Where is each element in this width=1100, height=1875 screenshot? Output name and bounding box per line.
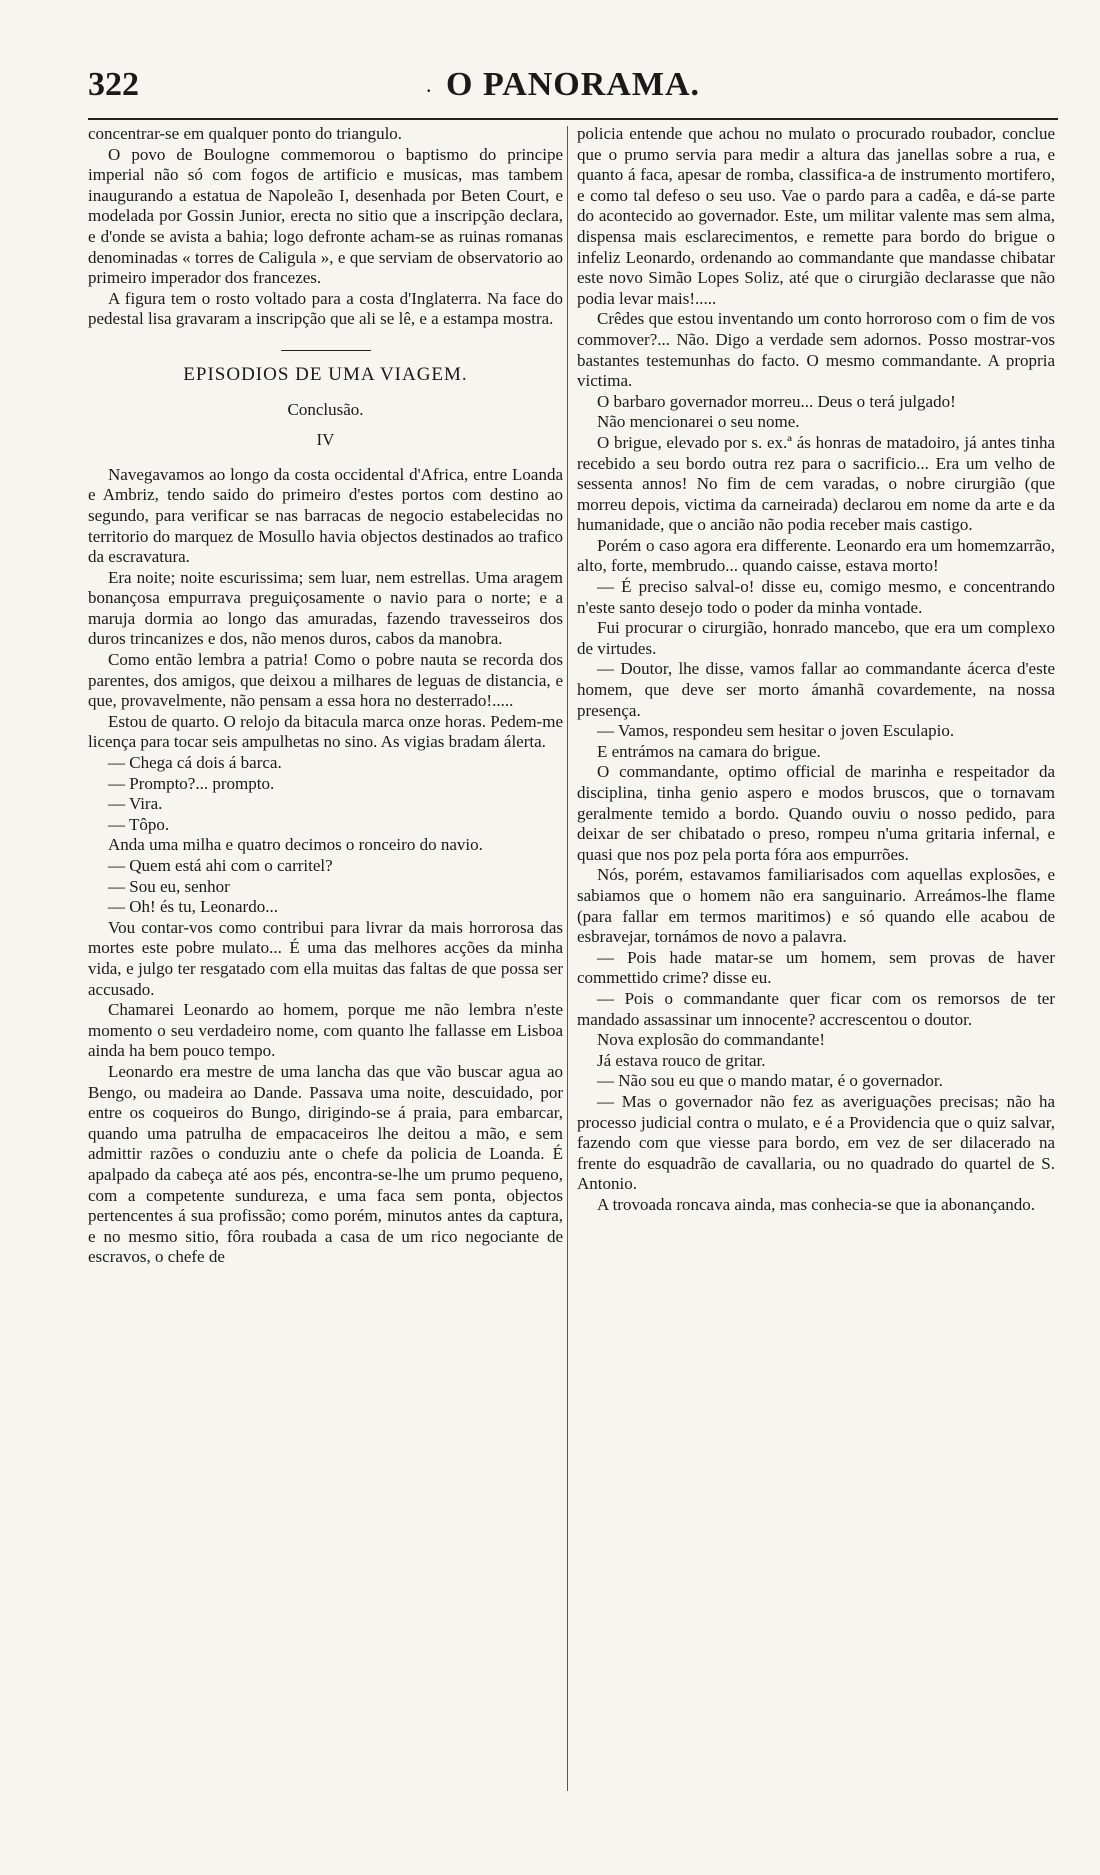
paragraph: Chamarei Leonardo ao homem, porque me não lembra n'este momento o seu verdadeiro nome, com quanto lhe fallasse em Lisboa ainda ha bem pouco tempo. (88, 1000, 563, 1061)
paragraph: concentrar-se em qualquer ponto do triangulo. (88, 124, 403, 143)
dialogue-line: — Doutor, lhe disse, vamos fallar ao commandante ácerca d'este homem, que deve ser morto ámanhã covardemente, na nossa presença. (577, 659, 1055, 720)
part-number: IV (316, 430, 335, 450)
dialogue-line: — Vira. (108, 794, 163, 814)
right-column (577, 124, 1055, 1215)
journal-title: O PANORAMA. (446, 66, 700, 103)
page-number: 322 (88, 66, 139, 103)
dialogue-line: — Chega cá dois á barca. (108, 753, 282, 773)
section-divider (281, 350, 371, 351)
paragraph: Era noite; noite escurissima; sem luar, nem estrellas. Uma aragem bonançosa empurrava preguiçosamente o navio para o norte; e a maruja dormia ao longo das amuradas, fazendo travesseiros dos duros trincanizes e dos, não menos duros, cabos da manobra. (88, 567, 563, 649)
paragraph: O commandante, optimo official de marinha e respeitador da disciplina, tinha genio aspero e modos bruscos, que o tornavam geralmente temido a bordo. Quando ouviu o nosso pedido, para deixar de ser chibatado o preso, rompeu n'uma gritaria infernal, e quasi que nos poz pela porta fóra aos empurrões. (577, 762, 1055, 864)
paragraph: A trovoada roncava ainda, mas conhecia-se que ia abonançando. (597, 1194, 1036, 1214)
header-dot: . (426, 72, 432, 97)
dialogue-line: — Pois o commandante quer ficar com os remorsos de ter mandado assassinar um innocente? accrescentou o doutor. (577, 988, 1055, 1029)
dialogue-line: — Sou eu, senhor (108, 876, 230, 896)
paragraph: O povo de Boulogne commemorou o baptismo do principe imperial não só com fogos de artificio e musicas, mas tambem inaugurando a estatua de Napoleão I, desenhada por Beten Court, e modelada por Gossin Junior, erecta no sitio que a inscripção declara, e d'onde se avista a bahia; logo defronte acham-se as ruinas romanas denominadas « torres de Caligula », e que serviam de observatorio ao primeiro imperador dos francezes. (88, 144, 563, 288)
section-subtitle: Conclusão. (287, 399, 364, 419)
dialogue-line: — Oh! és tu, Leonardo... (108, 897, 278, 917)
dialogue-line: — Não sou eu que o mando matar, é o governador. (597, 1071, 943, 1091)
dialogue-line: — Tôpo. (108, 814, 170, 834)
section-title: EPISODIOS DE UMA VIAGEM. (183, 363, 468, 385)
paragraph: Como então lembra a patria! Como o pobre nauta se recorda dos parentes, dos amigos, que deixou a milhares de leguas de distancia, e que, provavelmente, não pensam a essa hora no desterrado!..... (88, 650, 563, 711)
header-rule (88, 118, 1058, 120)
paragraph: Nós, porém, estavamos familiarisados com aquellas explosões, e sabiamos que o homem não era sanguinario. Arreámos-lhe flame (para fallar em termos maritimos) e só quando elle acabou de esbravejar, tornámos de novo a palavra. (577, 865, 1055, 947)
page-header (88, 66, 1058, 112)
paragraph: Crêdes que estou inventando um conto horroroso com o fim de vos commover?... Não. Digo a verdade sem adornos. Posso mostrar-vos bastantes testemunhas do facto. O mesmo commandante. A propria victima. (577, 309, 1055, 391)
dialogue-line: — Mas o governador não fez as averiguações precisas; não ha processo judicial contra o mulato, e é a Providencia que o quiz salvar, fazendo com que viesse para bordo, em vez de ser dilacerado na frente do esquadrão de cavallaria, ou no quadrado do quartel de S. Antonio. (577, 1091, 1055, 1194)
dialogue-line: — Pois hade matar-se um homem, sem provas de haver commettido crime? disse eu. (577, 947, 1055, 988)
paragraph: Leonardo era mestre de uma lancha das que vão buscar agua ao Bengo, ou madeira ao Dande. Passava uma noite, descuidado, por entre os coqueiros do Bungo, dirigindo-se á praia, para embarcar, quando uma patrulha de empacaceiros lhe deitou a mão, e sem admittir razões o conduziu ante o chefe da policia de Loanda. É apalpado da cabeça até aos pés, encontra-se-lhe um prumo pequeno, com a competente sundureza, e uma faca sem ponta, objectos pertencentes á sua profissão; como porém, minutos antes da captura, e no mesmo sitio, fôra roubada a casa de um rico negociante de escravos, o chefe de (88, 1061, 563, 1267)
paragraph: Fui procurar o cirurgião, honrado mancebo, que era um complexo de virtudes. (577, 618, 1055, 658)
paragraph: O brigue, elevado por s. ex.ª ás honras de matadoiro, já antes tinha recebido a seu bordo outra rez para o sacrificio... Era um velho de sessenta annos! No fim de cem varadas, o nobre cirurgião (que morreu depois, victima da carneirada) declarou em nome da arte e da humanidade, que o ancião não podia receber mais castigo. (577, 432, 1055, 535)
dialogue-line: — É preciso salval-o! disse eu, comigo mesmo, e concentrando n'este santo desejo todo o poder da minha vontade. (577, 577, 1055, 617)
paragraph: A figura tem o rosto voltado para a costa d'Inglaterra. Na face do pedestal lisa gravaram a inscripção que ali se lê, e a estampa mostra. (88, 288, 563, 329)
paragraph: Anda uma milha e quatro decimos o ronceiro do navio. (108, 835, 483, 855)
dialogue-line: — Quem está ahi com o carritel? (108, 856, 333, 875)
dialogue-line: — Prompto?... prompto. (108, 773, 275, 793)
left-column (88, 124, 563, 1268)
paragraph: Estou de quarto. O relojo da bitacula marca onze horas. Pedem-me licença para tocar seis ampulhetas no sino. As vigias bradam álerta. (88, 711, 563, 752)
paragraph: Porém o caso agora era differente. Leonardo era um homemzarrão, alto, forte, membrudo... quando caisse, estava morto! (577, 535, 1055, 576)
paragraph: E entrámos na camara do brigue. (597, 741, 821, 761)
paragraph: Já estava rouco de gritar. (597, 1050, 766, 1070)
paragraph: policia entende que achou no mulato o procurado roubador, conclue que o prumo servia para medir a altura das janellas sobre a rua, e quanto á faca, apesar de romba, classifica-a de instrumento mortifero, e como tal defeso o seu uso. Vae o pardo para a cadêa, e dá-se parte do acontecido ao governador. Este, um militar valente mas sem alma, dispensa mais esclarecimentos, e remette para bordo do brigue o infeliz Leonardo, ordenando ao commandante que mandasse chibatar este novo Simão Lopes Soliz, até que o cirurgião declarasse que não podia levar mais!..... (577, 124, 1055, 308)
paragraph: Nova explosão do commandante! (597, 1030, 826, 1050)
paragraph: Navegavamos ao longo da costa occidental d'Africa, entre Loanda e Ambriz, tendo saido do primeiro d'estes portos com destino ao segundo, para verificar se nas barracas de negocio estabelecidas no territorio do marquez de Mosullo havia objectos destinados ao trafico da escravatura. (88, 464, 563, 567)
paragraph: O barbaro governador morreu... Deus o terá julgado! (597, 391, 956, 411)
dialogue-line: — Vamos, respondeu sem hesitar o joven Esculapio. (597, 721, 955, 741)
paragraph: Não mencionarei o seu nome. (597, 412, 800, 432)
paragraph: Vou contar-vos como contribui para livrar da mais horrorosa das mortes este pobre mulato... É uma das melhores acções da minha vida, e julgo ter resgatado com ella muitas das faltas de que possa ser accusado. (88, 917, 563, 999)
column-divider (567, 126, 568, 1791)
